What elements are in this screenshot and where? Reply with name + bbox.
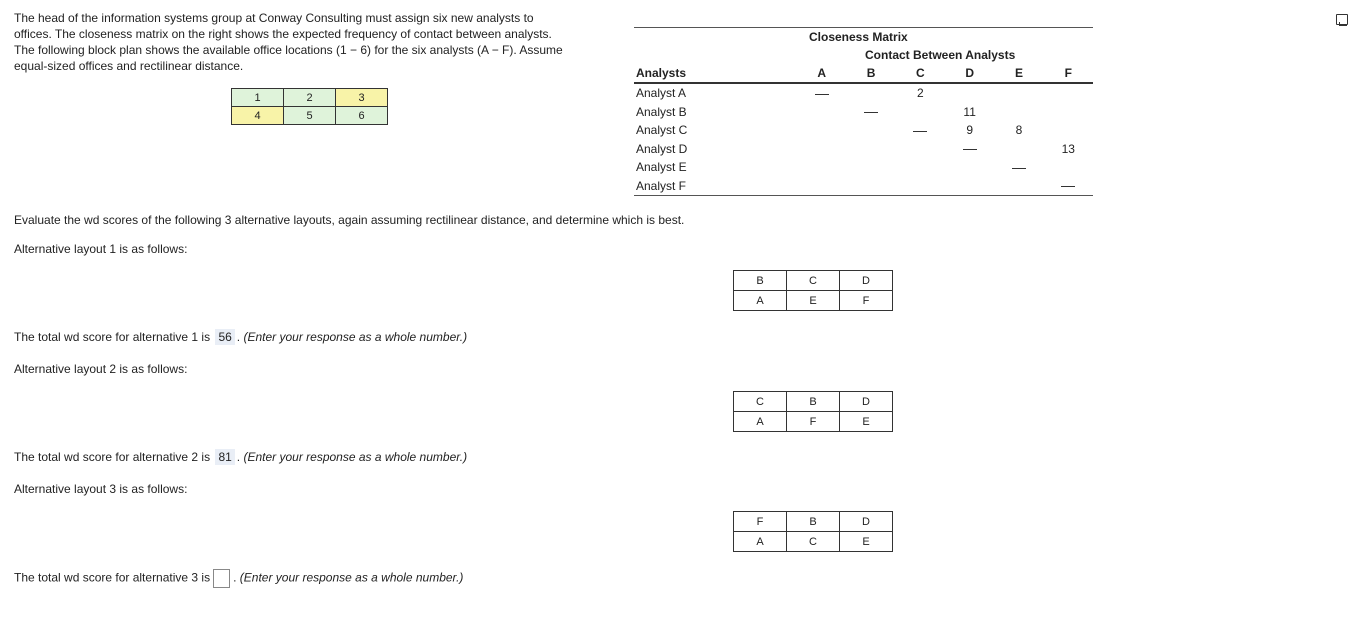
matrix-row-label: Analyst D: [636, 141, 688, 156]
alt2-layout: [733, 391, 893, 432]
alt3-heading: Alternative layout 3 is as follows:: [14, 482, 188, 496]
matrix-cell: [994, 103, 1043, 122]
matrix-cell: [846, 121, 895, 140]
matrix-title: Closeness Matrix: [809, 30, 908, 44]
matrix-cell: [945, 177, 994, 196]
intro-line-2: offices. The closeness matrix on the right shows the expected frequency of contact between analysts.: [14, 27, 552, 41]
alt1-layout: [733, 270, 893, 311]
layout-cell: F: [840, 291, 893, 311]
matrix-cell: [896, 103, 945, 122]
window-corner-icon[interactable]: [1336, 14, 1348, 25]
alt3-hint: (Enter your response as a whole number.): [239, 570, 464, 585]
alt2-hint: (Enter your response as a whole number.): [243, 450, 468, 464]
matrix-cell: 11: [963, 104, 976, 119]
matrix-cell: [1044, 83, 1093, 103]
alt1-heading: Alternative layout 1 is as follows:: [14, 242, 188, 256]
layout-cell: D: [840, 512, 893, 532]
matrix-row-label: Analyst C: [636, 123, 688, 138]
matrix-row: [634, 121, 1093, 140]
layout-cell: D: [840, 392, 893, 412]
alt2-answer-line: The total wd score for alternative 2 is 81 . (Enter your response as a whole number.): [14, 450, 468, 464]
matrix-cell: [797, 177, 846, 196]
layout-cell: C: [787, 271, 840, 291]
matrix-cell: [797, 103, 846, 122]
matrix-cell: 2: [917, 86, 924, 101]
layout-cell: A: [734, 291, 787, 311]
intro-line-3: The following block plan shows the available office locations (1 − 6) for the six analysts (A − F). Assume: [14, 43, 563, 57]
matrix-col-header: A: [817, 66, 827, 80]
matrix-col-header: F: [1064, 66, 1072, 80]
layout-cell: B: [787, 392, 840, 412]
matrix-header-row: [634, 64, 1093, 83]
alt1-answer-prefix: The total wd score for alternative 1 is: [14, 330, 211, 344]
matrix-cell: [846, 140, 895, 159]
matrix-cell: [896, 140, 945, 159]
matrix-cell: [994, 177, 1043, 196]
matrix-diagonal: [846, 103, 895, 122]
matrix-cell: [846, 177, 895, 196]
problem-intro: [14, 10, 614, 74]
matrix-cell: [945, 83, 994, 103]
matrix-cell: 13: [1061, 141, 1075, 156]
alt1-answer-line: The total wd score for alternative 1 is 56 . (Enter your response as a whole number.): [14, 330, 468, 344]
layout-cell: F: [787, 412, 840, 432]
alt3-answer-input[interactable]: [213, 569, 230, 588]
matrix-cell: [896, 177, 945, 196]
evaluate-instruction: Evaluate the wd scores of the following 3 alternative layouts, again assuming rectilinear distance, and determine which is best.: [14, 213, 685, 227]
layout-cell: D: [840, 271, 893, 291]
matrix-col-header: E: [1014, 66, 1023, 80]
block-cell: 2: [284, 89, 336, 107]
matrix-cell: [1044, 103, 1093, 122]
matrix-cell: [994, 83, 1043, 103]
layout-cell: C: [787, 532, 840, 552]
block-cell: 4: [232, 107, 284, 125]
matrix-row: [634, 103, 1093, 122]
alt3-layout: [733, 511, 893, 552]
block-cell: 3: [336, 89, 388, 107]
matrix-row-label: Analyst B: [636, 104, 687, 119]
matrix-table: [634, 64, 1093, 196]
alt2-heading: Alternative layout 2 is as follows:: [14, 362, 188, 376]
layout-cell: A: [734, 412, 787, 432]
matrix-cell: [797, 158, 846, 177]
matrix-row: [634, 177, 1093, 196]
alt3-answer-prefix: The total wd score for alternative 3 is: [14, 570, 211, 585]
matrix-cell: 9: [966, 123, 973, 138]
block-cell: 1: [232, 89, 284, 107]
block-plan: [231, 88, 388, 125]
matrix-row-label: Analyst E: [636, 160, 687, 175]
matrix-cell: 8: [1015, 123, 1023, 138]
alt2-answer-prefix: The total wd score for alternative 2 is: [14, 450, 211, 464]
matrix-row: [634, 83, 1093, 103]
matrix-diagonal: [994, 158, 1043, 177]
layout-cell: A: [734, 532, 787, 552]
closeness-matrix: [634, 27, 1093, 193]
matrix-cell: [1044, 121, 1093, 140]
matrix-diagonal: [797, 83, 846, 103]
intro-line-1: The head of the information systems group at Conway Consulting must assign six new analysts to: [14, 11, 534, 25]
block-cell: 5: [284, 107, 336, 125]
matrix-subtitle: Contact Between Analysts: [865, 48, 1016, 62]
matrix-cell: [797, 121, 846, 140]
alt3-answer-line: The total wd score for alternative 3 is . (Enter your response as a whole number.): [14, 569, 463, 588]
matrix-cell: [994, 140, 1043, 159]
layout-cell: F: [734, 512, 787, 532]
matrix-row: [634, 158, 1093, 177]
alt2-answer[interactable]: 81: [215, 449, 234, 465]
layout-cell: E: [787, 291, 840, 311]
matrix-cell: [1044, 158, 1093, 177]
intro-line-4: equal-sized offices and rectilinear distance.: [14, 59, 244, 73]
layout-cell: C: [734, 392, 787, 412]
alt1-hint: (Enter your response as a whole number.): [243, 330, 468, 344]
matrix-diagonal: [896, 121, 945, 140]
layout-cell: B: [734, 271, 787, 291]
layout-cell: E: [840, 412, 893, 432]
matrix-cell: [846, 158, 895, 177]
matrix-cell: [945, 158, 994, 177]
alt1-answer[interactable]: 56: [215, 329, 234, 345]
matrix-row: [634, 140, 1093, 159]
matrix-cell: [896, 158, 945, 177]
matrix-col-header: C: [916, 66, 925, 80]
matrix-cell: [846, 83, 895, 103]
matrix-col-header: B: [866, 66, 876, 80]
matrix-row-label: Analyst F: [636, 178, 687, 193]
matrix-diagonal: [1044, 177, 1093, 196]
block-cell: 6: [336, 107, 388, 125]
layout-cell: E: [840, 532, 893, 552]
matrix-col-header: D: [965, 66, 974, 80]
matrix-row-header: Analysts: [636, 66, 687, 80]
matrix-cell: [797, 140, 846, 159]
layout-cell: B: [787, 512, 840, 532]
matrix-diagonal: [945, 140, 994, 159]
matrix-row-label: Analyst A: [636, 86, 687, 101]
